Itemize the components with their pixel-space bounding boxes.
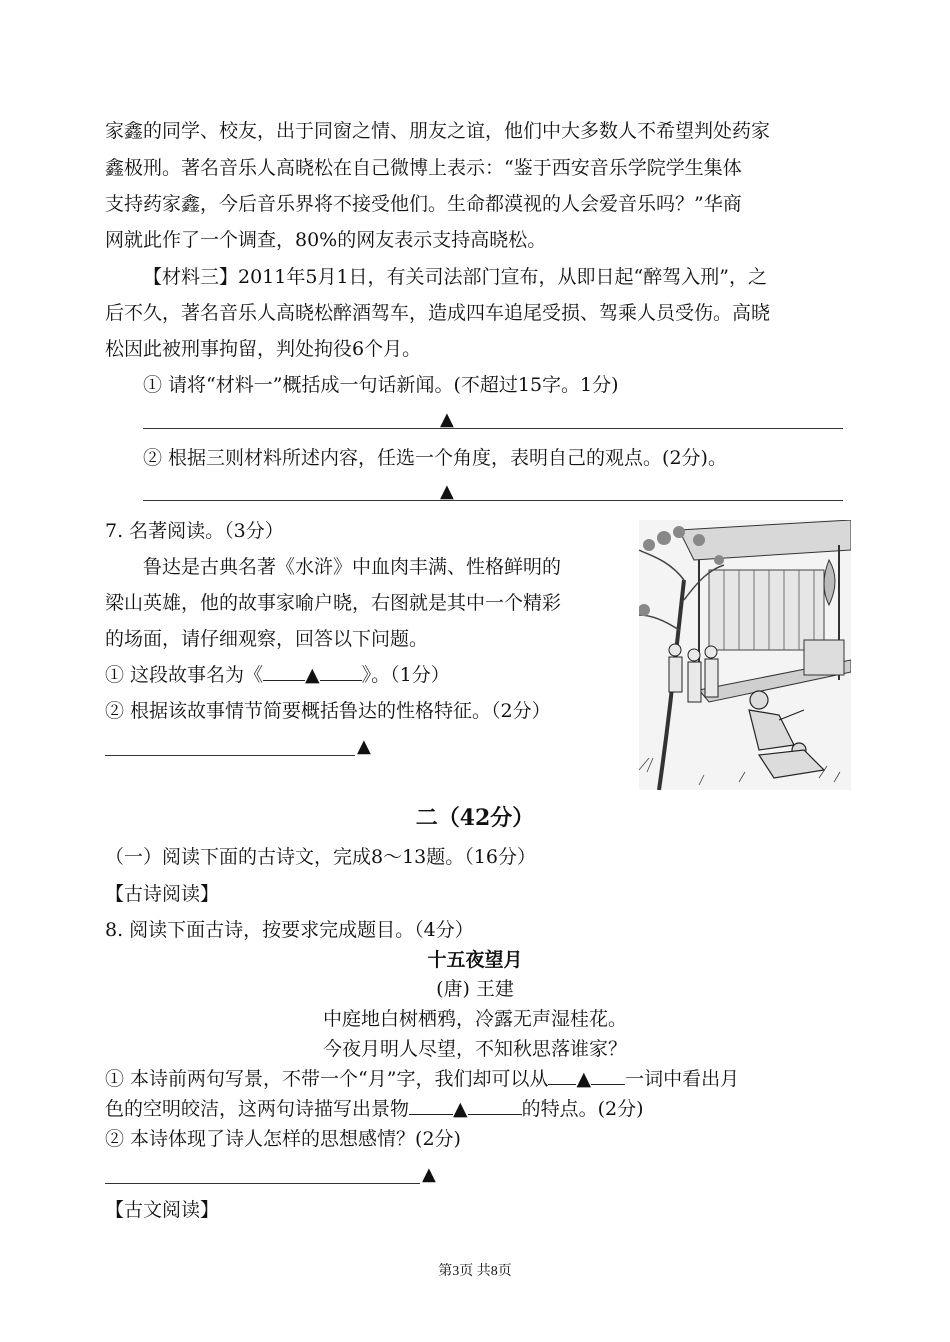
- q8-sub1b-prefix: 色的空明皎洁，这两句诗描写出景物: [105, 1098, 410, 1120]
- q6-sub1-answer-line[interactable]: [143, 428, 843, 429]
- q7-sub1: [105, 663, 450, 687]
- q8-sub1-line-2: [105, 1097, 644, 1121]
- q7-sub1-blank-left[interactable]: [263, 680, 305, 681]
- q8-sub1-line-1: [105, 1067, 739, 1091]
- material-two-line-4: 网就此作了一个调查，80%的网友表示支持高晓松。: [105, 229, 547, 251]
- q8-sub1b-answer-mark: ▲: [453, 1098, 468, 1120]
- material-three-line-2: 后不久，著名音乐人高晓松醉酒驾车，造成四车追尾受损、驾乘人员受伤。高晓: [105, 302, 771, 324]
- q7-sub1-answer-mark: ▲: [305, 664, 320, 686]
- page-footer: 第3页 共8页: [438, 1264, 512, 1279]
- q8-sub1-blank-right[interactable]: [591, 1084, 625, 1085]
- poem-line-1: 中庭地白树栖鸦，冷露无声湿桂花。: [322, 1008, 627, 1030]
- q7-sub2: ② 根据该故事情节简要概括鲁达的性格特征。（2分）: [105, 700, 551, 722]
- poem-reading-label: 【古诗阅读】: [105, 883, 220, 905]
- q7-para-line-1: 鲁达是古典名著《水浒》中血肉丰满、性格鲜明的: [143, 556, 562, 578]
- poem-title: 十五夜望月: [427, 949, 523, 971]
- q7-sub1-prefix: ① 这段故事名为《: [105, 664, 264, 686]
- q6-sub2-answer-line[interactable]: [143, 500, 843, 501]
- q7-title: 7. 名著阅读。（3分）: [105, 520, 284, 542]
- lu-da-story-illustration: [639, 520, 851, 790]
- q6-sub2-answer-mark: ▲: [440, 481, 454, 502]
- material-two-line-2: 鑫极刑。著名音乐人高晓松在自己微博上表示：“鉴于西安音乐学院学生集体: [105, 157, 742, 179]
- q8-sub2-answer-line[interactable]: [105, 1183, 420, 1184]
- q8-sub1-prefix: ① 本诗前两句写景，不带一个“月”字，我们却可以从: [105, 1068, 549, 1090]
- part-one-instruction: （一）阅读下面的古诗文，完成8～13题。（16分）: [105, 846, 536, 868]
- q7-sub1-suffix: 》。（1分）: [361, 664, 450, 686]
- q7-sub1-blank-right[interactable]: [320, 680, 362, 681]
- q8-sub2-answer-mark: ▲: [422, 1164, 436, 1185]
- q8-sub1-suffix: 一词中看出月: [625, 1068, 740, 1090]
- q6-sub1-answer-mark: ▲: [440, 409, 454, 430]
- q8-sub2: ② 本诗体现了诗人怎样的思想感情？(2分): [105, 1128, 461, 1150]
- q6-sub1-prompt: ① 请将“材料一”概括成一句话新闻。(不超过15字。1分): [143, 374, 619, 396]
- q7-para-line-3: 的场面，请仔细观察，回答以下问题。: [105, 628, 429, 650]
- section-two-heading: 二（42分）: [415, 805, 535, 831]
- q8-sub1b-suffix: 的特点。(2分): [521, 1098, 644, 1120]
- material-two-line-3: 支持药家鑫，今后音乐界将不接受他们。生命都漠视的人会爱音乐吗？”华商: [105, 193, 742, 215]
- prose-reading-label: 【古文阅读】: [105, 1199, 220, 1221]
- poem-author: (唐) 王建: [436, 978, 514, 1000]
- q8-title: 8. 阅读下面古诗，按要求完成题目。（4分）: [105, 919, 474, 941]
- q7-sub2-answer-mark: ▲: [357, 736, 371, 757]
- q7-para-line-2: 梁山英雄，他的故事家喻户晓，右图就是其中一个精彩: [105, 592, 562, 614]
- q8-sub1-answer-mark: ▲: [576, 1068, 592, 1090]
- q7-sub2-answer-line[interactable]: [105, 755, 355, 756]
- poem-line-2: 今夜月明人尽望，不知秋思落谁家？: [322, 1038, 627, 1060]
- material-three-line-1: 【材料三】2011年5月1日，有关司法部门宣布，从即日起“醉驾入刑”，之: [143, 266, 767, 288]
- q6-sub2-prompt: ② 根据三则材料所述内容，任选一个角度，表明自己的观点。(2分)。: [143, 447, 727, 469]
- material-three-line-3: 松因此被刑事拘留，判处拘役6个月。: [105, 338, 422, 360]
- q8-sub1b-blank-right[interactable]: [468, 1114, 522, 1115]
- q8-sub1b-blank-left[interactable]: [409, 1114, 453, 1115]
- q8-sub1-blank-left[interactable]: [548, 1084, 576, 1085]
- material-two-line-1: 家鑫的同学、校友，出于同窗之情、朋友之谊，他们中大多数人不希望判处药家: [105, 120, 771, 142]
